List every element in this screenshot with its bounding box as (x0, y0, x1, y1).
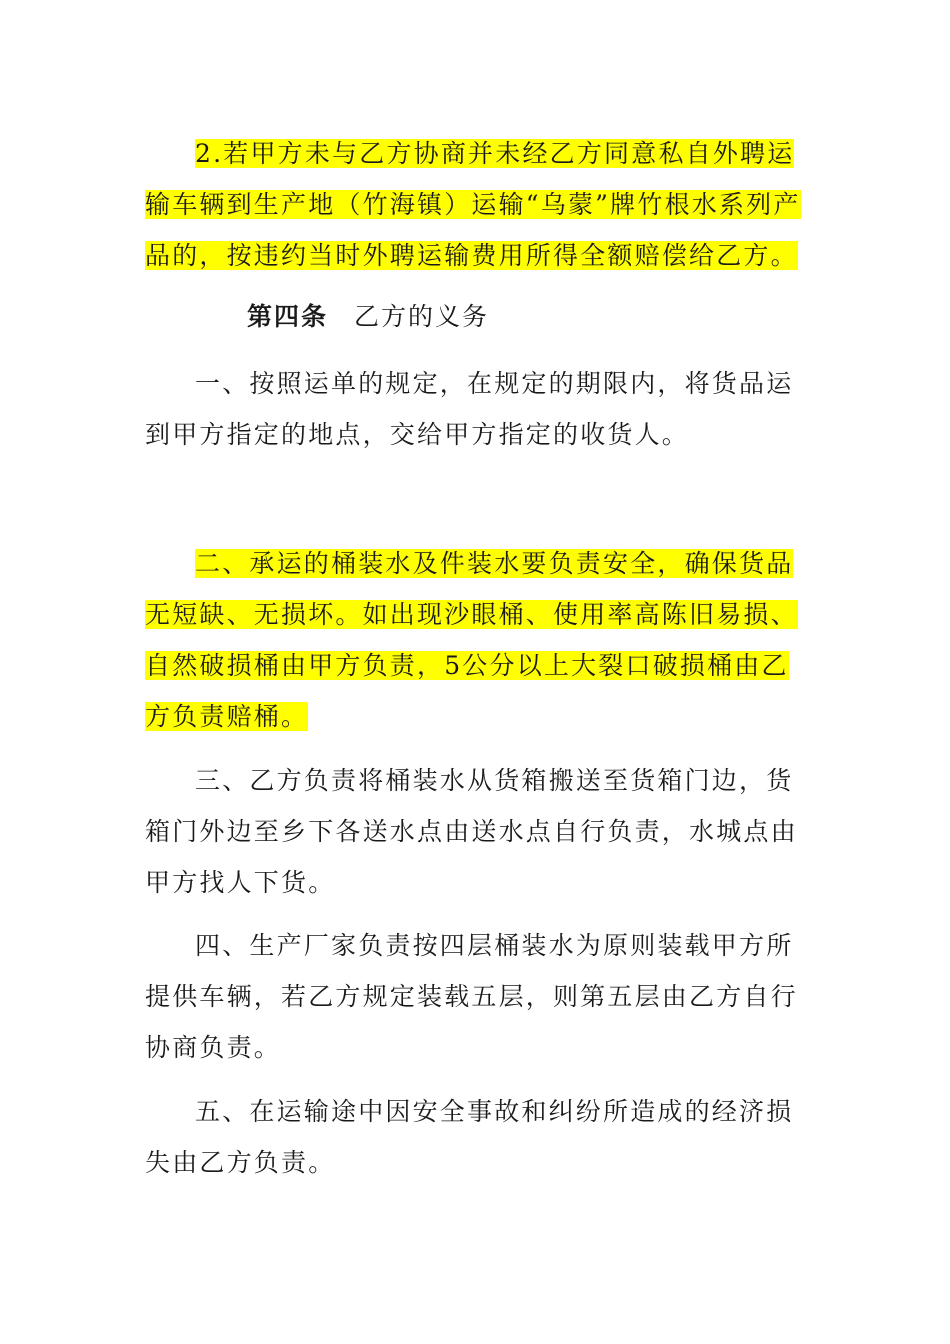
paragraph-obligation-4: 四、生产厂家负责按四层桶装水为原则装载甲方所提供车辆，若乙方规定装载五层，则第五层由乙方自行协商负责。 (145, 931, 798, 1062)
paragraph-obligation-3: 三、乙方负责将桶装水从货箱搬送至货箱门边，货箱门外边至乡下各送水点由送水点自行负责，水城点由甲方找人下货。 (145, 766, 798, 897)
paragraph-obligation-2 (145, 538, 810, 742)
article-heading (247, 297, 489, 337)
highlighted-text: 二、承运的桶装水及件装水要负责安全，确保货品无短缺、无损坏。如出现沙眼桶、使用率高陈旧易损、自然破损桶由甲方负责，5公分以上大裂口破损桶由乙方负责赔桶。 (145, 549, 798, 731)
article-title: 乙方的义务 (354, 302, 490, 331)
highlighted-text: 2.若甲方未与乙方协商并未经乙方同意私自外聘运输车辆到生产地（竹海镇）运输“乌蒙”牌竹根水系列产品的，按违约当时外聘运输费用所得全额赔偿给乙方。 (145, 139, 801, 270)
paragraph-obligation-5: 五、在运输途中因安全事故和纠纷所造成的经济损失由乙方负责。 (145, 1097, 794, 1177)
paragraph-breach-clause (145, 128, 810, 281)
article-number: 第四条 (247, 302, 329, 331)
paragraph-obligation-1: 一、按照运单的规定，在规定的期限内，将货品运到甲方指定的地点，交给甲方指定的收货人。 (145, 369, 794, 449)
